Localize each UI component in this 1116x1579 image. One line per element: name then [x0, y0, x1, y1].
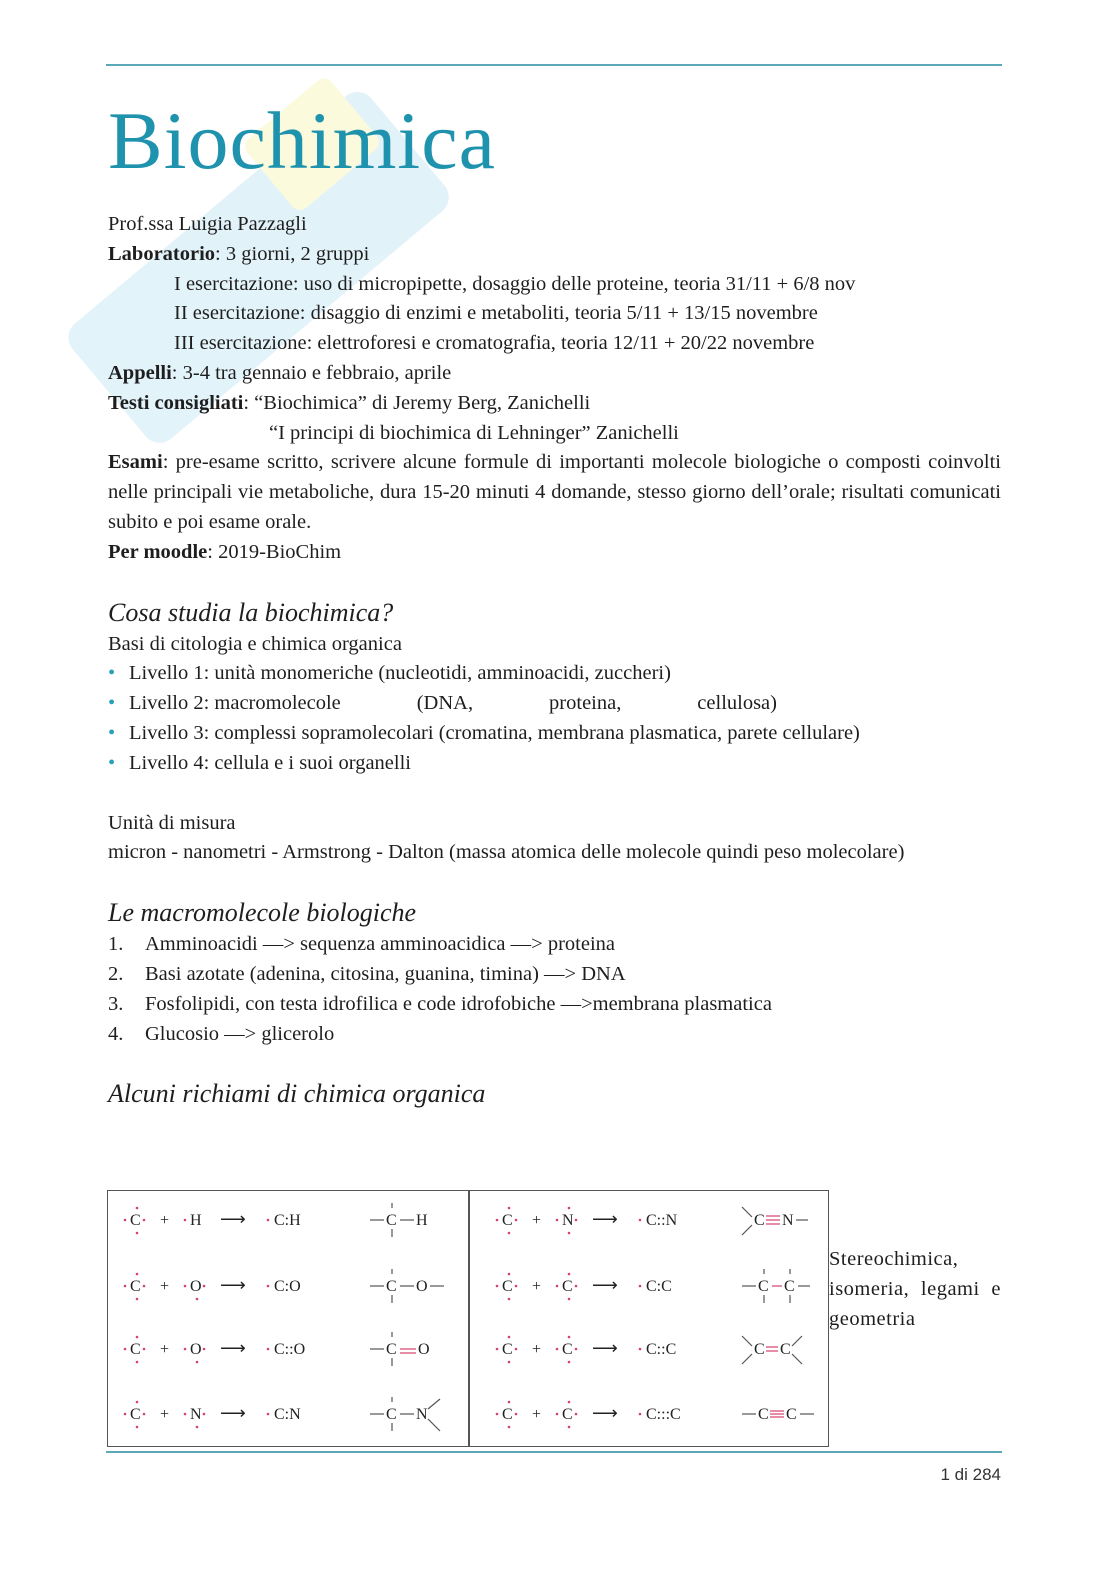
- bond-line: [742, 1207, 752, 1217]
- plus-sign: +: [160, 1212, 170, 1229]
- testi-line-2: “I principi di biochimica di Lehninger” Zanichelli: [269, 421, 679, 444]
- section-subtitle: Basi di citologia e chimica organica: [108, 632, 402, 655]
- electron-dot: [508, 1361, 511, 1364]
- list-item: • Livello 3: complessi sopramolecolari (cromatina, membrana plasmatica, parete cellulare): [108, 719, 1001, 749]
- electron-dot: [508, 1336, 511, 1339]
- electron-dot: [184, 1413, 187, 1416]
- list-item: [108, 1020, 1001, 1050]
- atom-label: C: [386, 1278, 397, 1295]
- electron-dot: [568, 1273, 571, 1276]
- plus-sign: +: [160, 1278, 170, 1295]
- product-label: C:O: [274, 1278, 301, 1295]
- electron-dot: [203, 1413, 206, 1416]
- electron-dot: [556, 1413, 559, 1416]
- reaction-arrow: ⟶: [220, 1275, 246, 1295]
- electron-dot: [639, 1413, 642, 1416]
- exercise-2: II esercitazione: disaggio di enzimi e metaboliti, teoria 5/11 + 13/15 novembre: [174, 302, 818, 325]
- level2-part: • Livello 2: macromolecole: [129, 692, 341, 715]
- bond-line: [742, 1336, 752, 1346]
- macromolecule-list: [108, 930, 1001, 1049]
- atom-label: C: [130, 1341, 141, 1358]
- electron-dot: [575, 1285, 578, 1288]
- electron-dot: [267, 1285, 270, 1288]
- product-label: C:::C: [646, 1406, 681, 1423]
- item-text: Amminoacidi —> sequenza amminoacidica —> proteina: [145, 933, 615, 956]
- level2-part: (DNA,: [416, 692, 474, 715]
- electron-dot: [568, 1336, 571, 1339]
- electron-dot: [639, 1219, 642, 1222]
- lab-text: : 3 giorni, 2 gruppi: [215, 242, 370, 265]
- atom-label: C: [386, 1406, 397, 1423]
- list-item: [108, 990, 1001, 1020]
- esami-text: : pre-esame scritto, scrivere alcune formule di importanti molecole biologiche o composti coinvolti nelle principali vie metaboliche, dura 15-20 minuti 4 domande, stesso giorno dell’orale; risultati comunicati subito e poi esame orale.: [108, 451, 1001, 533]
- bond-line: [792, 1336, 802, 1346]
- reaction-arrow: ⟶: [592, 1403, 618, 1423]
- product-label: C:N: [274, 1406, 301, 1423]
- main-content: [108, 210, 1001, 1111]
- electron-dot: [267, 1348, 270, 1351]
- electron-dot: [575, 1219, 578, 1222]
- electron-dot: [136, 1361, 139, 1364]
- electron-dot: [184, 1219, 187, 1222]
- atom-label: C: [130, 1406, 141, 1423]
- electron-dot: [196, 1426, 199, 1429]
- lewis-structures-diagram: [108, 1191, 828, 1446]
- electron-dot: [556, 1285, 559, 1288]
- electron-dot: [568, 1426, 571, 1429]
- electron-dot: [196, 1298, 199, 1301]
- atom-label: C: [754, 1212, 765, 1229]
- atom-label: O: [190, 1278, 202, 1295]
- electron-dot: [184, 1348, 187, 1351]
- atom-label: C: [786, 1406, 797, 1423]
- atom-label: H: [190, 1212, 202, 1229]
- atom-label: N: [562, 1212, 574, 1229]
- atom-label: C: [754, 1341, 765, 1358]
- electron-dot: [136, 1298, 139, 1301]
- moodle-label: Per moodle: [108, 540, 208, 563]
- product-label: C::N: [646, 1212, 678, 1229]
- electron-dot: [496, 1348, 499, 1351]
- atom-label: N: [190, 1406, 202, 1423]
- item-number: 1.: [108, 933, 124, 956]
- list-item: [108, 930, 1001, 960]
- list-item: [108, 689, 1001, 719]
- chemistry-figure: [107, 1190, 829, 1447]
- moodle-line: [108, 538, 1001, 568]
- levels-list: [108, 659, 1001, 778]
- testi-label: Testi consigliati: [108, 391, 244, 414]
- atom-label: O: [418, 1341, 430, 1358]
- testi-line: [108, 389, 1001, 419]
- bond-line: [792, 1354, 802, 1364]
- page-title: Biochimica: [108, 95, 497, 186]
- lab-line: [108, 240, 1001, 270]
- electron-dot: [136, 1273, 139, 1276]
- electron-dot: [124, 1348, 127, 1351]
- electron-dot: [515, 1348, 518, 1351]
- electron-dot: [496, 1219, 499, 1222]
- units-title: Unità di misura: [108, 811, 236, 834]
- electron-dot: [508, 1207, 511, 1210]
- top-rule: [106, 64, 1002, 66]
- electron-dot: [143, 1219, 146, 1222]
- atom-label: C: [386, 1341, 397, 1358]
- atom-label: C: [758, 1406, 769, 1423]
- electron-dot: [508, 1232, 511, 1235]
- electron-dot: [568, 1207, 571, 1210]
- appelli-text: : 3-4 tra gennaio e febbraio, aprile: [171, 361, 452, 384]
- electron-dot: [136, 1401, 139, 1404]
- electron-dot: [184, 1285, 187, 1288]
- bond-line: [742, 1354, 752, 1364]
- reaction-arrow: ⟶: [220, 1403, 246, 1423]
- item-number: 3.: [108, 992, 124, 1015]
- testi-text: : “Biochimica” di Jeremy Berg, Zanichelli: [243, 391, 591, 414]
- atom-label: C: [502, 1212, 513, 1229]
- list-item: [108, 960, 1001, 990]
- electron-dot: [575, 1413, 578, 1416]
- electron-dot: [568, 1232, 571, 1235]
- electron-dot: [575, 1348, 578, 1351]
- electron-dot: [136, 1336, 139, 1339]
- exercise-1: I esercitazione: uso di micropipette, dosaggio delle proteine, teoria 31/11 + 6/8 nov: [174, 272, 856, 295]
- electron-dot: [496, 1285, 499, 1288]
- bond-line: [428, 1419, 440, 1431]
- professor-line: Prof.ssa Luigia Pazzagli: [108, 213, 307, 235]
- electron-dot: [508, 1273, 511, 1276]
- reaction-arrow: ⟶: [592, 1209, 618, 1229]
- electron-dot: [496, 1413, 499, 1416]
- section-heading-biochimica: Cosa studia la biochimica?: [108, 597, 394, 627]
- electron-dot: [556, 1219, 559, 1222]
- level2-part: cellulosa): [697, 692, 777, 715]
- section-heading-chimica: Alcuni richiami di chimica organica: [108, 1079, 486, 1109]
- atom-label: C: [758, 1278, 769, 1295]
- item-text: Fosfolipidi, con testa idrofilica e code idrofobiche —>membrana plasmatica: [145, 992, 772, 1015]
- plus-sign: +: [532, 1278, 542, 1295]
- moodle-text: : 2019-BioChim: [207, 540, 342, 563]
- atom-label: C: [130, 1278, 141, 1295]
- electron-dot: [267, 1219, 270, 1222]
- atom-label: C: [502, 1278, 513, 1295]
- electron-dot: [267, 1413, 270, 1416]
- electron-dot: [515, 1285, 518, 1288]
- bond-line: [742, 1225, 752, 1235]
- electron-dot: [143, 1348, 146, 1351]
- units-text: micron - nanometri - Armstrong - Dalton (massa atomica delle molecole quindi peso molecolare): [108, 841, 905, 864]
- product-label: C:C: [646, 1278, 672, 1295]
- electron-dot: [515, 1219, 518, 1222]
- atom-label: C: [502, 1341, 513, 1358]
- electron-dot: [515, 1413, 518, 1416]
- electron-dot: [136, 1232, 139, 1235]
- electron-dot: [639, 1348, 642, 1351]
- page-number: 1 di 284: [940, 1465, 1001, 1484]
- atom-label: C: [562, 1406, 573, 1423]
- item-text: Basi azotate (adenina, citosina, guanina, timina) —> DNA: [145, 962, 626, 985]
- electron-dot: [124, 1285, 127, 1288]
- bond-line: [428, 1399, 440, 1409]
- electron-dot: [568, 1298, 571, 1301]
- electron-dot: [203, 1285, 206, 1288]
- electron-dot: [136, 1426, 139, 1429]
- appelli-line: [108, 359, 1001, 389]
- side-note: Stereochimica, isomeria, legami e geometria: [829, 1248, 1001, 1330]
- atom-label: C: [562, 1278, 573, 1295]
- electron-dot: [136, 1207, 139, 1210]
- atom-label: C: [386, 1212, 397, 1229]
- lab-label: Laboratorio: [108, 242, 216, 265]
- esami-label: Esami: [108, 451, 163, 474]
- atom-label: C: [562, 1341, 573, 1358]
- reaction-arrow: ⟶: [592, 1338, 618, 1358]
- list-item: • Livello 1: unità monomeriche (nucleotidi, amminoacidi, zuccheri): [108, 659, 1001, 689]
- electron-dot: [203, 1348, 206, 1351]
- exercise-3: III esercitazione: elettroforesi e cromatografia, teoria 12/11 + 20/22 novembre: [174, 332, 815, 355]
- product-label: C:H: [274, 1212, 301, 1229]
- electron-dot: [143, 1285, 146, 1288]
- plus-sign: +: [160, 1406, 170, 1423]
- electron-dot: [568, 1401, 571, 1404]
- atom-label: H: [416, 1212, 428, 1229]
- level2-part: proteina,: [549, 692, 622, 715]
- appelli-label: Appelli: [108, 361, 172, 384]
- section-heading-macromolecole: Le macromolecole biologiche: [108, 898, 417, 928]
- electron-dot: [124, 1413, 127, 1416]
- atom-label: C: [780, 1341, 791, 1358]
- atom-label: C: [502, 1406, 513, 1423]
- electron-dot: [508, 1401, 511, 1404]
- plus-sign: +: [160, 1341, 170, 1358]
- electron-dot: [508, 1298, 511, 1301]
- plus-sign: +: [532, 1212, 542, 1229]
- atom-label: C: [130, 1212, 141, 1229]
- electron-dot: [508, 1426, 511, 1429]
- item-number: 2.: [108, 962, 124, 985]
- reaction-arrow: ⟶: [220, 1338, 246, 1358]
- atom-label: C: [784, 1278, 795, 1295]
- item-text: Glucosio —> glicerolo: [145, 1022, 335, 1045]
- product-label: C::O: [274, 1341, 306, 1358]
- esami-paragraph: [108, 448, 1001, 537]
- plus-sign: +: [532, 1406, 542, 1423]
- electron-dot: [556, 1348, 559, 1351]
- atom-label: N: [782, 1212, 794, 1229]
- atom-label: O: [190, 1341, 202, 1358]
- electron-dot: [639, 1285, 642, 1288]
- electron-dot: [124, 1219, 127, 1222]
- plus-sign: +: [532, 1341, 542, 1358]
- atom-label: O: [416, 1278, 428, 1295]
- electron-dot: [568, 1361, 571, 1364]
- item-number: 4.: [108, 1022, 124, 1045]
- product-label: C::C: [646, 1341, 677, 1358]
- bottom-rule: [106, 1451, 1002, 1453]
- list-item: • Livello 4: cellula e i suoi organelli: [108, 749, 1001, 779]
- reaction-arrow: ⟶: [592, 1275, 618, 1295]
- reaction-arrow: ⟶: [220, 1209, 246, 1229]
- electron-dot: [196, 1361, 199, 1364]
- atom-label: N: [416, 1406, 428, 1423]
- electron-dot: [143, 1413, 146, 1416]
